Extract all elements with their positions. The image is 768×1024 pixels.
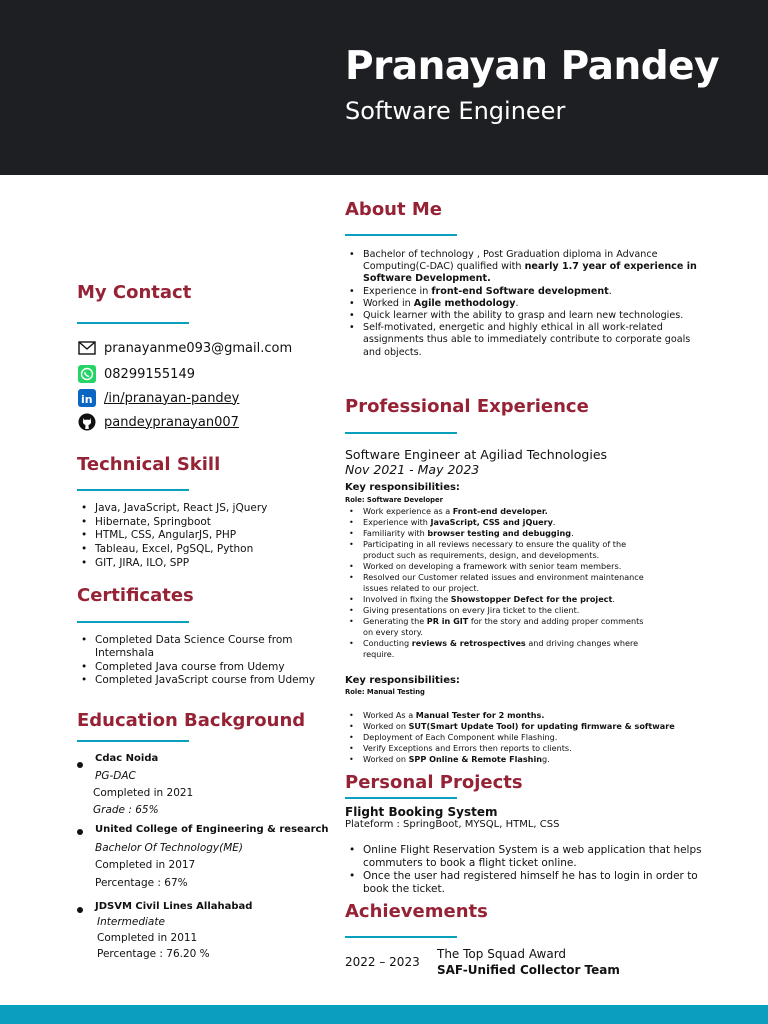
skills-rule [77, 489, 189, 491]
edu-year: Completed in 2011 [97, 932, 198, 944]
list-item: • Worked on developing a framework with senior team members. [345, 561, 645, 572]
contact-email[interactable] [77, 338, 292, 358]
edu-degree: Intermediate [97, 916, 165, 928]
key-responsibilities-label: Key responsibilities: [345, 675, 460, 686]
skills-heading: Technical Skill [77, 454, 221, 475]
contact-rule [77, 322, 189, 324]
list-item: • Work experience as a Front-end developer. [345, 506, 645, 517]
list-item: • Resolved our Customer related issues and environment maintenance issues related to our project. [345, 572, 645, 594]
edu-degree: PG-DAC [95, 770, 136, 782]
list-item: • Involved in fixing the Showstopper Defect for the project. [345, 594, 645, 605]
list-item: • Hibernate, Springboot [77, 516, 317, 530]
edu-school: JDSVM Civil Lines Allahabad [95, 901, 253, 912]
edu-grade: Percentage : 76.20 % [97, 948, 210, 960]
list-item: • Worked in Agile methodology. [345, 298, 707, 310]
bullet-dot [77, 762, 83, 768]
list-item: • Worked on SUT(Smart Update Tool) for updating firmware & software [345, 721, 675, 732]
list-item: • Online Flight Reservation System is a web application that helps commuters to book a flight ticket online. [345, 844, 710, 870]
responsibilities-list [345, 506, 645, 660]
project-list [345, 844, 710, 896]
achievement-award: The Top Squad Award [437, 947, 567, 961]
contact-linkedin[interactable] [77, 388, 239, 408]
list-item: • Familiarity with browser testing and debugging. [345, 528, 645, 539]
list-item: • Generating the PR in GIT for the story and adding proper comments on every story. [345, 616, 645, 638]
job-title: Software Engineer [345, 97, 566, 125]
edu-year: Completed in 2017 [95, 859, 196, 871]
list-item: • GIT, JIRA, ILO, SPP [77, 557, 317, 571]
list-item: • Deployment of Each Component while Flashing. [345, 732, 675, 743]
svg-text:in: in [81, 393, 93, 406]
experience-heading: Professional Experience [345, 396, 589, 417]
role-label: Role: Manual Testing [345, 688, 425, 696]
edu-grade: Grade : 65% [93, 804, 159, 816]
about-rule [345, 234, 457, 236]
list-item: • Quick learner with the ability to grasp and learn new technologies. [345, 310, 707, 322]
list-item: • HTML, CSS, AngularJS, PHP [77, 529, 317, 543]
achievements-heading: Achievements [345, 901, 488, 922]
key-responsibilities-label: Key responsibilities: [345, 482, 460, 493]
github-icon [77, 412, 97, 432]
linkedin-icon [77, 388, 97, 408]
list-item: • Tableau, Excel, PgSQL, Python [77, 543, 317, 557]
list-item: • Experience with JavaScript, CSS and jQuery. [345, 517, 645, 528]
achievements-rule [345, 936, 457, 938]
edu-degree: Bachelor Of Technology(ME) [95, 842, 244, 854]
contact-heading: My Contact [77, 282, 192, 303]
list-item: • Experience in front-end Software development. [345, 286, 707, 298]
list-item: • Giving presentations on every Jira ticket to the client. [345, 605, 645, 616]
bullet-dot [77, 829, 83, 835]
certificates-rule [77, 621, 189, 623]
achievement-team: SAF-Unified Collector Team [437, 963, 620, 977]
edu-grade: Percentage : 67% [95, 877, 188, 889]
project-name: Flight Booking System [345, 805, 498, 819]
github-link[interactable]: pandeypranayan007 [104, 414, 239, 430]
list-item: • Participating in all reviews necessary to ensure the quality of the product such as requirements, design, and developments. [345, 539, 645, 561]
certificates-list [77, 634, 322, 687]
about-list [345, 249, 707, 359]
email-text: pranayanme093@gmail.com [104, 340, 293, 356]
list-item: • Completed JavaScript course from Udemy [77, 674, 322, 687]
contact-github[interactable] [77, 412, 239, 432]
about-heading: About Me [345, 199, 442, 220]
skills-list [77, 502, 317, 571]
education-rule [77, 740, 189, 742]
testing-list [345, 710, 675, 765]
whatsapp-icon [77, 364, 97, 384]
list-item: • Once the user had registered himself he has to login in order to book the ticket. [345, 870, 710, 896]
edu-year: Completed in 2021 [93, 787, 194, 799]
experience-position: Software Engineer at Agiliad Technologies [345, 447, 608, 462]
list-item: • Completed Data Science Course from Internshala [77, 634, 322, 661]
role-label: Role: Software Developer [345, 496, 444, 504]
certificates-heading: Certificates [77, 585, 194, 606]
education-heading: Education Background [77, 710, 306, 731]
experience-rule [345, 432, 457, 434]
linkedin-link[interactable]: /in/pranayan-pandey [104, 390, 240, 406]
experience-dates: Nov 2021 - May 2023 [345, 462, 480, 477]
list-item: • Completed Java course from Udemy [77, 661, 322, 674]
list-item: • Worked on SPP Online & Remote Flashing. [345, 754, 675, 765]
mail-icon [77, 338, 97, 358]
project-platform: Plateform : SpringBoot, MYSQL, HTML, CSS [345, 819, 560, 830]
list-item: • Bachelor of technology , Post Graduation diploma in Advance Computing(C-DAC) qualified with nearly 1.7 year of experience in Software Development. [345, 249, 707, 286]
footer-bar [0, 1005, 768, 1024]
list-item: • Self-motivated, energetic and highly ethical in all work-related assignments thus able to immediately contribute to corporate goals and objects. [345, 322, 707, 359]
projects-heading: Personal Projects [345, 772, 523, 793]
contact-phone[interactable] [77, 364, 195, 384]
list-item: • Conducting reviews & retrospectives and driving changes where require. [345, 638, 645, 660]
person-name: Pranayan Pandey [345, 44, 720, 89]
list-item: • Java, JavaScript, React JS, jQuery [77, 502, 317, 516]
list-item: • Worked As a Manual Tester for 2 months. [345, 710, 675, 721]
header-banner [0, 0, 768, 175]
projects-rule [345, 797, 457, 799]
edu-school: United College of Engineering & research [95, 824, 329, 835]
phone-text: 08299155149 [104, 366, 195, 382]
list-item: • Verify Exceptions and Errors then reports to clients. [345, 743, 675, 754]
bullet-dot [77, 907, 83, 913]
edu-school: Cdac Noida [95, 753, 159, 764]
achievement-years: 2022 – 2023 [345, 955, 420, 969]
